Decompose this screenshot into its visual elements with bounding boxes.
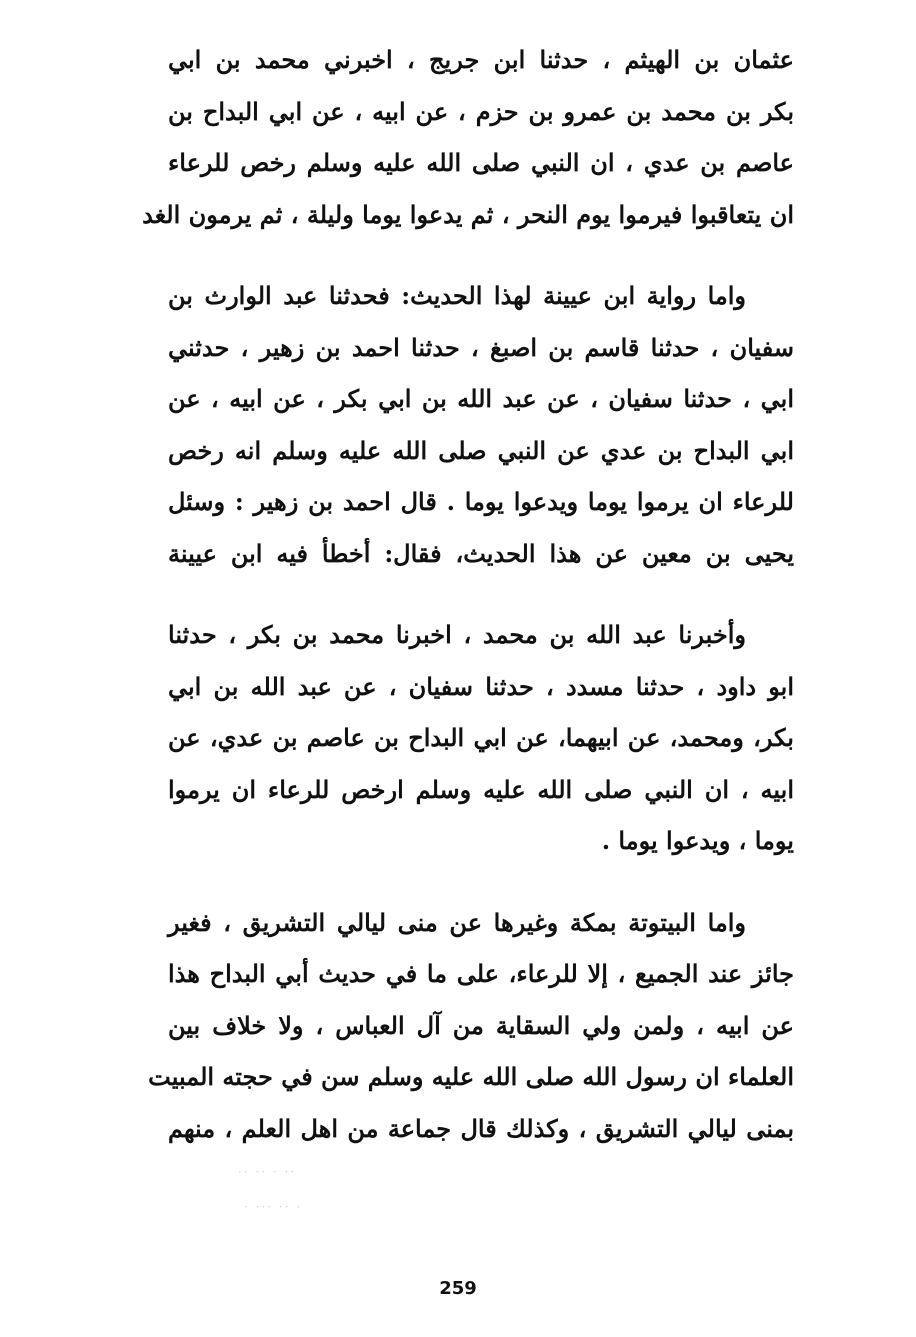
text-line: ان يتعاقبوا فيرموا يوم النحر ، ثم يدعوا يوما وليلة ، ثم يرمون الغد (142, 199, 794, 229)
text-body (142, 34, 795, 1154)
text-line: عاصم بن عدي ، ان النبي صلى الله عليه وسلم رخص للرعاء (168, 148, 794, 177)
text-line: يوما ، ويدعوا يوما . (601, 826, 794, 855)
text-line: بمنى ليالي التشريق ، وكذلك قال جماعة من اهل العلم ، منهم (168, 1113, 794, 1143)
paragraph-4 (148, 897, 794, 1155)
text-line: جائز عند الجميع ، إلا للرعاء، على ما في حديث أبي البداح هذا (168, 959, 794, 988)
text-line: ابو داود ، حدثنا مسدد ، حدثنا سفيان ، عن عبد الله بن ابي (168, 671, 794, 701)
paragraph-2 (168, 270, 794, 579)
text-line: للرعاء ان يرموا يوما ويدعوا يوما . قال احمد بن زهير : وسئل (168, 487, 794, 516)
text-line: وأخبرنا عبد الله بن محمد ، اخبرنا محمد بن بكر ، حدثنا (168, 620, 746, 649)
text-line: ابيه ، ان النبي صلى الله عليه وسلم ارخص للرعاء ان يرموا (168, 774, 794, 804)
paragraph-3 (168, 609, 794, 867)
page-number: 259 (439, 1278, 477, 1299)
text-line: سفيان ، حدثنا قاسم بن اصبغ ، حدثنا احمد بن زهير ، حدثني (168, 332, 794, 362)
paragraph-1 (142, 34, 794, 240)
text-line: واما رواية ابن عيينة لهذا الحديث: فحدثنا عبد الوارث بن (168, 281, 746, 310)
text-line: بكر، ومحمد، عن ابيهما، عن ابي البداح بن عاصم بن عدي، عن (168, 723, 794, 752)
text-line: يحيى بن معين عن هذا الحديث، فقال: أخطأ فيه ابن عيينة (168, 538, 794, 568)
scan-smudge: · ··· ·· · (244, 1200, 303, 1214)
text-line: العلماء ان رسول الله صلى الله عليه وسلم سن في حجته المبيت (148, 1062, 794, 1091)
text-line: واما البيتوتة بمكة وغيرها عن منى ليالي التشريق ، فغير (168, 907, 746, 937)
scan-smudge: ·· ·· · ·· (238, 1165, 297, 1179)
text-line: ابي ، حدثنا سفيان ، عن عبد الله بن ابي بكر ، عن ابيه ، عن (168, 384, 795, 413)
text-line: بكر بن محمد بن عمرو بن حزم ، عن ابيه ، عن ابي البداح بن (168, 96, 794, 126)
text-line: ابي البداح بن عدي عن النبي صلى الله عليه وسلم انه رخص (168, 435, 794, 465)
text-line: عن ابيه ، ولمن ولي السقاية من آل العباس ، ولا خلاف بين (168, 1010, 794, 1040)
text-line: عثمان بن الهيثم ، حدثنا ابن جريج ، اخبرني محمد بن ابي (168, 45, 794, 74)
